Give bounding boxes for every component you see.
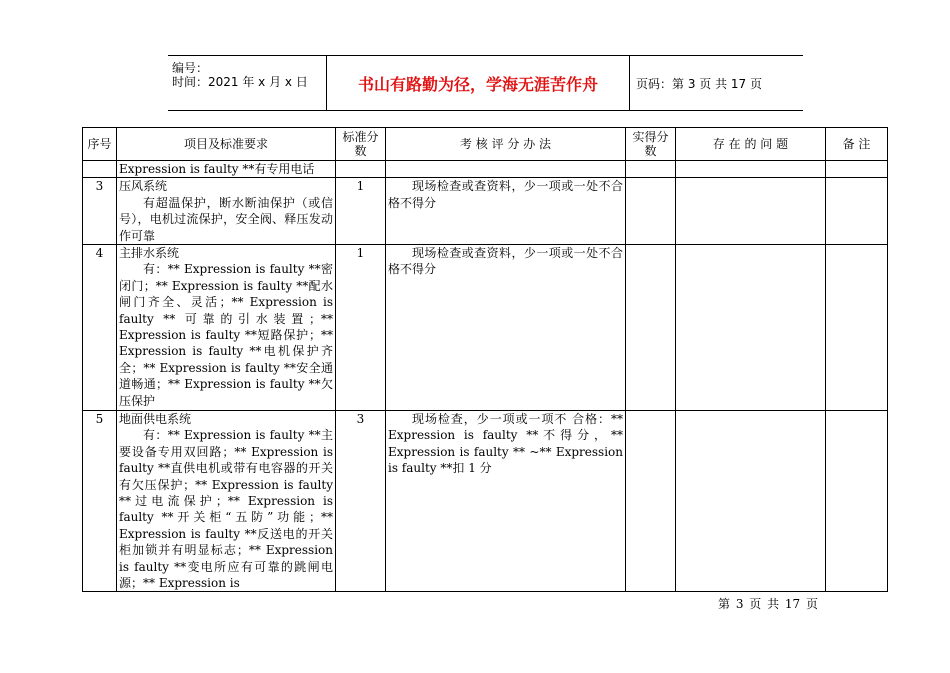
- assessment-table: [82, 127, 888, 592]
- col-header-no: 序号: [83, 128, 117, 161]
- row-std-score: 3: [336, 411, 386, 592]
- row-detail: 有：** Expression is faulty **密闭门；** Expression is faulty **配水闸门齐全、灵活；** Expression is faulty ** 可靠的引水装置；** Expression is faulty **短路保护；** Expression is faulty **电机保护齐全；** Expression is faulty **安全通道畅通；** Expression is faulty **欠压保护: [119, 262, 333, 408]
- row-problems: [676, 245, 826, 411]
- row-std-score: [336, 161, 386, 178]
- row-detail: Expression is faulty **有专用电话: [119, 162, 315, 176]
- row-no: 3: [83, 178, 117, 245]
- row-title: 压风系统: [119, 179, 168, 194]
- table-header-row: [83, 128, 888, 161]
- col-header-remarks: 备 注: [826, 128, 888, 161]
- row-method: 现场检查，少一项或一项不 合格：** Expression is faulty **不得分，** Expression is faulty ** ~** Expression is faulty **扣 1 分: [386, 411, 626, 592]
- row-item: [117, 178, 336, 245]
- row-problems: [676, 178, 826, 245]
- row-detail: 有：** Expression is faulty **主要设备专用双回路；** Expression is faulty **直供电机或带有电容器的开关有欠压保护；** Expression is faulty **过电流保护；** Expression is faulty **开关柜“五防”功能；** Expression is faulty **反送电的开关柜加锁并有明显标志；** Expression is faulty **变电所应有可靠的跳闸电源；** Expression is: [119, 428, 333, 591]
- row-remarks: [826, 411, 888, 592]
- document-number-label: 编号：: [172, 61, 209, 75]
- table-row: [83, 245, 888, 411]
- row-problems: [676, 161, 826, 178]
- row-no: 4: [83, 245, 117, 411]
- row-problems: [676, 411, 826, 592]
- page-header: [168, 55, 803, 111]
- row-item: [117, 161, 336, 178]
- row-no: 5: [83, 411, 117, 592]
- row-detail: 有超温保护，断水断油保护（或信号），电机过流保护，安全阀、释压发动作可靠: [119, 195, 333, 243]
- table-row: [83, 161, 888, 178]
- row-title: 主排水系统: [119, 246, 180, 261]
- row-remarks: [826, 245, 888, 411]
- table-row: [83, 411, 888, 592]
- col-header-actual-score: 实得分数: [626, 128, 676, 161]
- row-no: [83, 161, 117, 178]
- row-actual-score: [626, 178, 676, 245]
- row-remarks: [826, 161, 888, 178]
- row-remarks: [826, 178, 888, 245]
- row-method: 现场检查或查资料，少一项或一处不合格不得分: [386, 245, 626, 411]
- header-motto: 书山有路勤为径，学海无涯苦作舟: [327, 56, 630, 110]
- col-header-problems: 存 在 的 问 题: [676, 128, 826, 161]
- row-method: [386, 161, 626, 178]
- row-item: [117, 245, 336, 411]
- col-header-item: 项目及标准要求: [117, 128, 336, 161]
- row-actual-score: [626, 161, 676, 178]
- document-time: 时间：2021 年 x 月 x 日: [172, 75, 308, 89]
- table-row: [83, 178, 888, 245]
- page-footer: 第 3 页 共 17 页: [718, 597, 818, 611]
- header-page-info: 页码：第 3 页 共 17 页: [636, 76, 762, 91]
- header-meta: [168, 56, 327, 110]
- col-header-method: 考 核 评 分 办 法: [386, 128, 626, 161]
- row-std-score: 1: [336, 178, 386, 245]
- row-title: 地面供电系统: [119, 412, 192, 427]
- row-actual-score: [626, 245, 676, 411]
- row-actual-score: [626, 411, 676, 592]
- row-method: 现场检查或查资料，少一项或一处不合格不得分: [386, 178, 626, 245]
- row-std-score: 1: [336, 245, 386, 411]
- col-header-std-score: 标准分数: [336, 128, 386, 161]
- row-item: [117, 411, 336, 592]
